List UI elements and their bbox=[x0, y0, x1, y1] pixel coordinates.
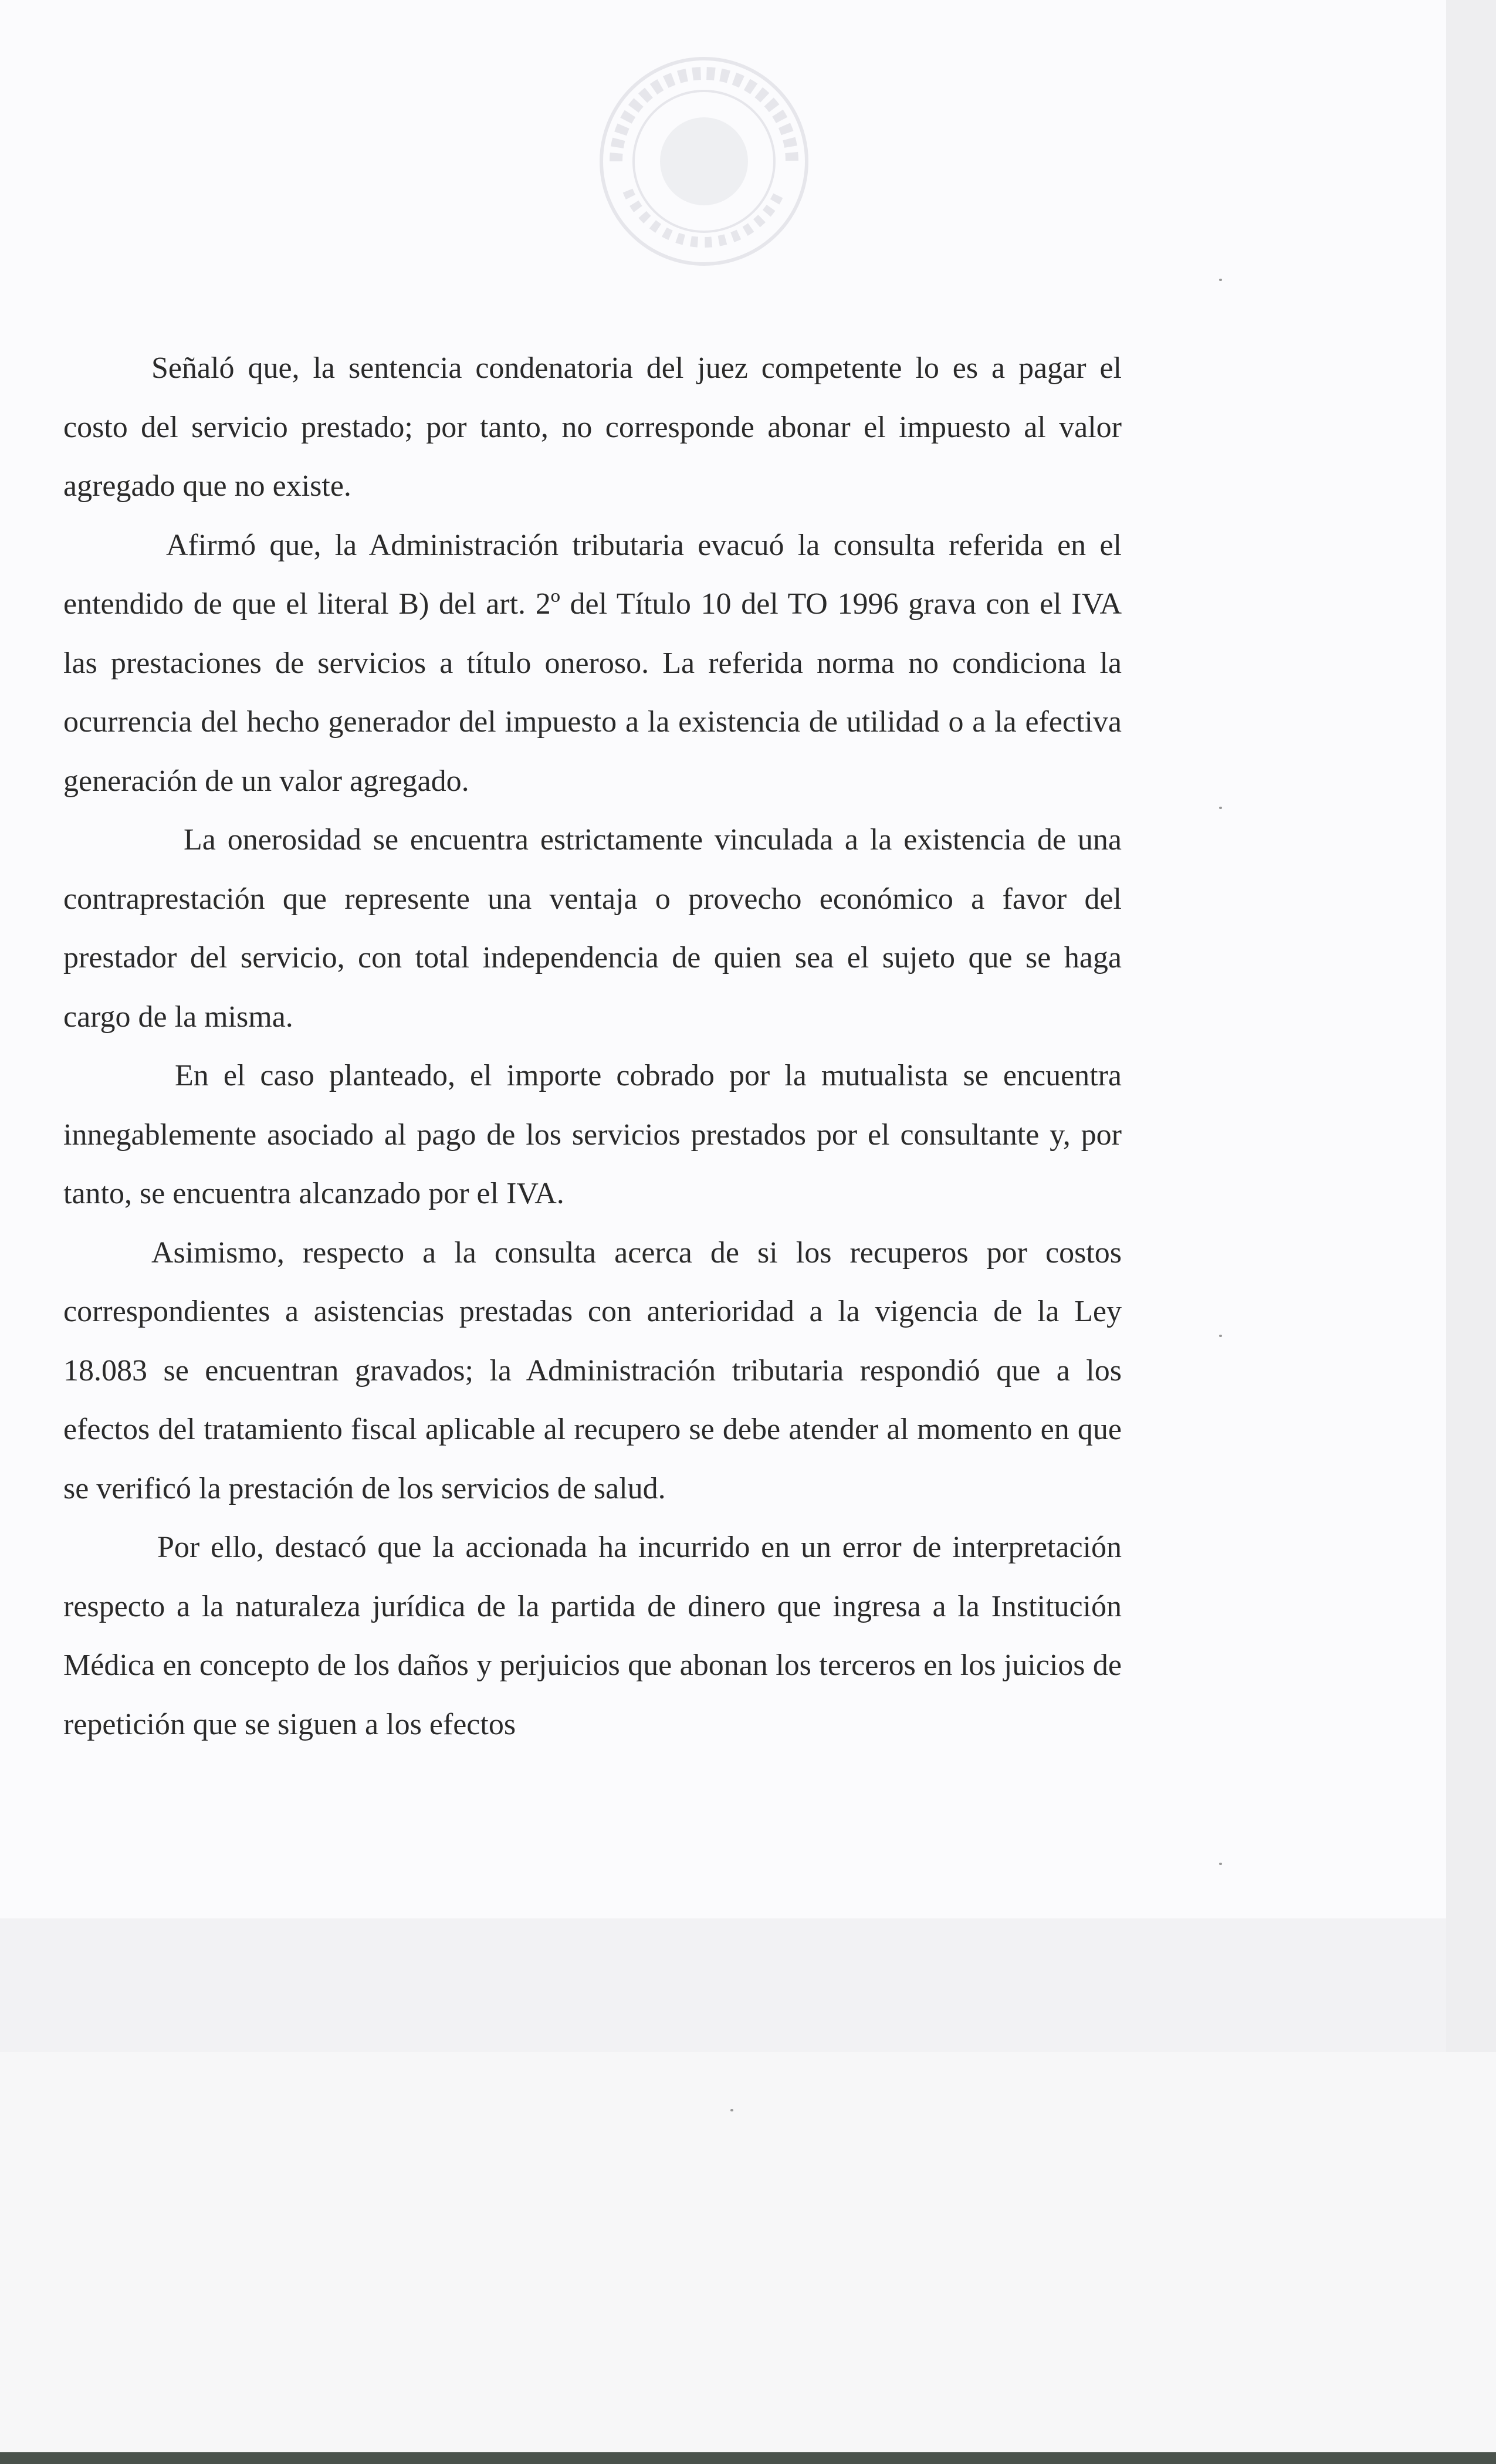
dust-speck bbox=[730, 2109, 733, 2111]
paragraph-6: Por ello, destacó que la accionada ha incurrido en un error de interpretación respecto a la naturaleza jurídica de la partida de dinero que ingresa a la Institución Médica en concepto de los daños y perjuicios que abonan los terceros en los juicios de repetición que se siguen a los efectos bbox=[63, 1531, 1122, 1741]
paragraph-1: Señaló que, la sentencia condenatoria del juez competente lo es a pagar el costo del servicio prestado; por tanto, no corresponde abonar el impuesto al valor agregado que no existe. bbox=[63, 351, 1122, 503]
court-seal-stamp bbox=[593, 50, 815, 273]
dust-speck bbox=[1219, 1863, 1222, 1865]
dust-speck bbox=[1219, 279, 1222, 281]
document-body bbox=[63, 339, 1122, 1754]
scan-border bbox=[0, 2452, 1496, 2464]
scanner-background bbox=[0, 2052, 1496, 2464]
paragraph-4: En el caso planteado, el importe cobrado por la mutualista se encuentra innegablemente asociado al pago de los servicios prestados por el consultante y, por tanto, se encuentra alcanzado por el IVA. bbox=[63, 1059, 1122, 1210]
paper-shade bbox=[0, 1918, 1446, 2052]
paragraph-5: Asimismo, respecto a la consulta acerca de si los recuperos por costos correspondientes a asistencias prestadas con anterioridad a la vigencia de la Ley 18.083 se encuentran gravados; la Administración tributaria respondió que a los efectos del tratamiento fiscal aplicable al recupero se debe atender al momento en que se verificó la prestación de los servicios de salud. bbox=[63, 1236, 1122, 1505]
paragraph-2: Afirmó que, la Administración tributaria evacuó la consulta referida en el entendido de que el literal B) del art. 2º del Título 10 del TO 1996 grava con el IVA las prestaciones de servicios a título oneroso. La referida norma no condiciona la ocurrencia del hecho generador del impuesto a la existencia de utilidad o a la efectiva generación de un valor agregado. bbox=[63, 528, 1122, 798]
dust-speck bbox=[1219, 807, 1222, 809]
paragraph-3: La onerosidad se encuentra estrictamente vinculada a la existencia de una contraprestación que represente una ventaja o provecho económico a favor del prestador del servicio, con total independencia de quien sea el sujeto que se haga cargo de la misma. bbox=[63, 823, 1122, 1034]
dust-speck bbox=[1219, 1335, 1222, 1337]
